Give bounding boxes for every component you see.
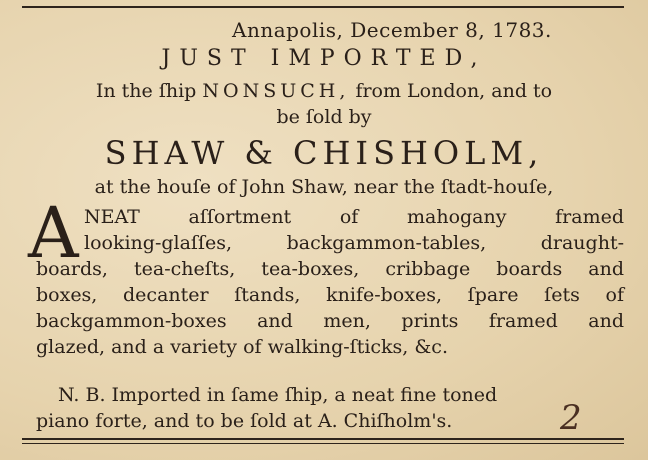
headline: JUST IMPORTED,	[161, 46, 487, 71]
ship-line	[0, 80, 648, 102]
body-line: looking-glaſſes, backgammon-tables, draught-	[84, 232, 624, 254]
firm-name: SHAW & CHISHOLM,	[104, 134, 544, 172]
drop-cap: A	[28, 192, 79, 274]
be-sold-line: be ſold by	[276, 106, 372, 128]
bottom-rule	[22, 438, 624, 440]
location-line: at the houſe of John Shaw, near the ſtadt-houſe,	[94, 176, 554, 198]
ship-name: NONSUCH,	[202, 80, 350, 102]
ship-line-after: from London, and to	[349, 80, 553, 102]
nota-bene-line: N. B. Imported in ſame ſhip, a neat fine toned	[58, 384, 498, 406]
body-line: glazed, and a variety of walking-ſticks, &c.	[36, 336, 448, 358]
body-line: NEAT aſſortment of mahogany framed	[84, 206, 624, 228]
body-line: backgammon-boxes and men, prints framed and	[36, 310, 624, 332]
top-rule	[22, 6, 624, 8]
body-line: boxes, decanter ſtands, knife-boxes, ſpare ſets of	[36, 284, 624, 306]
handwritten-mark: 2	[560, 398, 582, 438]
body-line: boards, tea-cheſts, tea-boxes, cribbage boards and	[36, 258, 624, 280]
ship-line-before: In the ſhip	[95, 80, 203, 102]
nota-bene-line: piano forte, and to be ſold at A. Chiſholm's.	[36, 410, 453, 432]
bottom-rule-thin	[22, 443, 624, 444]
dateline: Annapolis, December 8, 1783.	[232, 18, 552, 42]
